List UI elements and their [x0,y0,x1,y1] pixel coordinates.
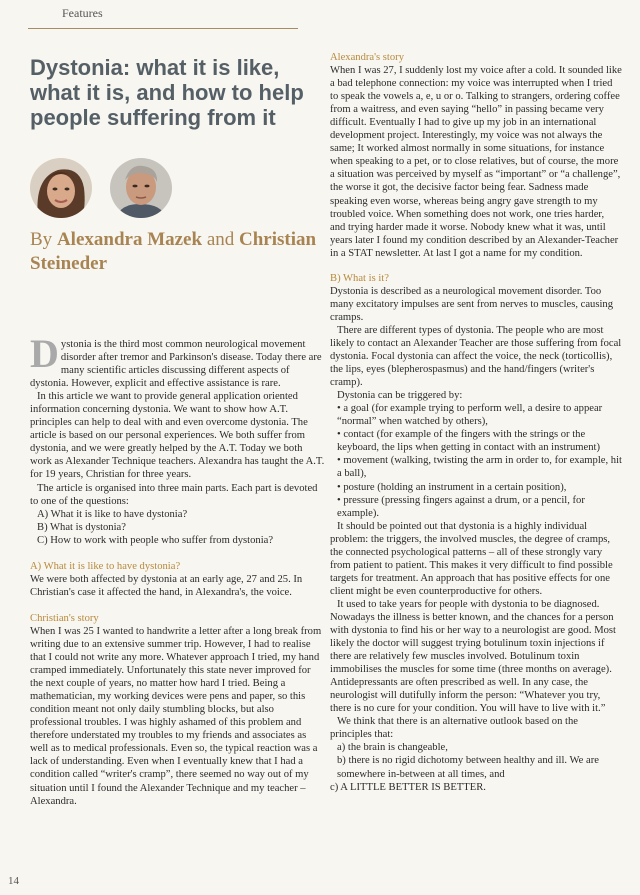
page-number: 14 [8,875,19,887]
intro-paragraph: Dystonia is the third most common neurological movement disorder after tremor and Parkinson's disease. Today there are many scientific articles discussing different aspects of dystonia. However, explicit and effective assistance is rare. [30,331,322,390]
question-c: C) How to work with people who suffer from dystonia? [37,534,274,546]
section-label: Features [62,6,103,20]
alexandra-story-text: When I was 27, I suddenly lost my voice after a cold. It sounded like a bad telephone connection: my voice was interrupted when I tried to speak the vowels a, e, u or o. Talking to strangers, ordering coffee from a waitress, and even saying “hello” in passing became very difficult. Eventually I had to give up my job in an international development project. Interestingly, my voice was not always the same; It worked almost normally in some situations, for instance when speaking to a pet, or to close relatives, but of course, the more a situation was perceived by myself as “important” or “a challenge”, the worse it got, the decisive factor being fear. Sadness made speaking even worse, whereas being angry gave strength to my troubled voice. When something does not work, one tries harder, and trying harder made it worse. Nobody knew what it was, until years later I found my condition described by an Alexander-Teacher in a STAT newsletter. At last I got a name for my condition. [330,65,622,259]
principle-item: a) the brain is changeable, [337,742,448,754]
trigger-item: • contact (for example of the fingers with the strings or the keyboard, the lips when getting in contact with an instrument) [337,429,601,454]
section-b-paragraph: It used to take years for people with dystonia to be diagnosed. Nowadays the illness is better known, and the chances for a person with dystonia to find his or her way to a neurologist are good. Most likely the doctor will suggest trying botulinum toxin injections if there are relatively few muscles involved. Botulinum toxin immobilises the muscles for some time (three months on average). Antidepressants are often prescribed as well. In any case, the neurologist will dutifully inform the person: “Whatever you try, there is no cure for your condition. You will have to live with it.” [330,598,616,715]
section-b-heading: B) What is it? [330,272,389,284]
byline: By Alexandra Mazek and Christian Steineder [30,229,317,274]
trigger-item: • posture (holding an instrument in a certain position), [337,481,567,493]
section-b-paragraph: It should be pointed out that dystonia is a highly individual problem: the triggers, the involved muscles, the degree of cramps, the connected psychological patterns – all of these strongly vary from patient to patient. This makes it very difficult to find possible targets for treatment. An approach that has positive effects for one client might be even counterproductive for others. [330,520,613,597]
right-column [330,51,622,794]
trigger-item: • a goal (for example trying to perform well, a desire to appear “normal” when watched by others), [337,403,603,428]
section-b-paragraph: There are different types of dystonia. The people who are most likely to contact an Alexander Teacher are those suffering from focal dystonia. Focal dystonia can affect the voice, the neck (torticollis), the lips, eyes (blepherospasmus) and the hand/fingers (writer's cramp). [330,324,622,389]
section-b-paragraph: Dystonia can be triggered by: [337,390,463,402]
intro-paragraph-3: The article is organised into three main parts. Each part is devoted to one of the questions: [30,482,318,507]
intro-paragraph-2: In this article we want to provide general application oriented information concerning dystonia. We want to show how A.T. principles can help to deal with and even overcome dystonia. The article is based on our personal experiences. We both suffer from dystonia, and we were greatly helped by the A.T. Today we both work as Alexander Technique teachers. Alexandra has taught the A.T. for 19 years, Christian for three years. [30,391,325,481]
header-rule [28,28,298,29]
drop-cap: D [30,331,59,376]
left-column [30,331,325,808]
section-b-paragraph: Dystonia is described as a neurological movement disorder. Too many excitatory impulses are sent from nerves to muscles, causing cramps. [330,285,614,323]
article-title: Dystonia: what it is like, what it is, and how to help people suffering from it [30,55,304,130]
principle-item: c) A LITTLE BETTER IS BETTER. [330,781,486,793]
section-b-paragraph: We think that there is an alternative outlook based on the principles that: [330,716,578,741]
section-a-heading: A) What it is like to have dystonia? [30,560,181,572]
question-a: A) What it is like to have dystonia? [37,508,188,520]
trigger-item: • movement (walking, twisting the arm in order to, for example, hit a ball), [337,455,622,480]
christian-story-text: When I was 25 I wanted to handwrite a letter after a long break from writing due to an extensive summer trip. However, I had to realise that I could not write any more. Whatever approach I tried, my hand cramped immediately. Unfortunately this state never improved for the next couple of years, no matter how hard I tried. Being a mathematician, my working devices were pens and paper, so this condition meant not only daily stumbling blocks, but also professional troubles. I was highly ashamed of this problem and therefore understated my troubles to my friends and associates as well as to medical professionals. Even so, the typical reaction was a lack of understanding. Even when I eventually knew that I had a condition called “writer's cramp”, there seemed no way out of my situation until I found the Alexander Technique and my teacher – Alexandra. [30,625,322,807]
author-photo-christian [110,158,172,218]
alexandra-story-heading: Alexandra's story [330,52,404,63]
author-photo-alexandra [30,158,92,218]
principle-item: b) there is no rigid dichotomy between healthy and ill. We are somewhere in-between at all times, and [337,755,599,780]
question-b: B) What is dystonia? [37,521,126,533]
trigger-item: • pressure (pressing fingers against a drum, or a pencil, for example). [337,494,585,519]
christian-story-heading: Christian's story [30,612,99,624]
section-a-text: We were both affected by dystonia at an early age, 27 and 25. In Christian's case it affected the hand, in Alexandra's, the voice. [30,573,303,598]
